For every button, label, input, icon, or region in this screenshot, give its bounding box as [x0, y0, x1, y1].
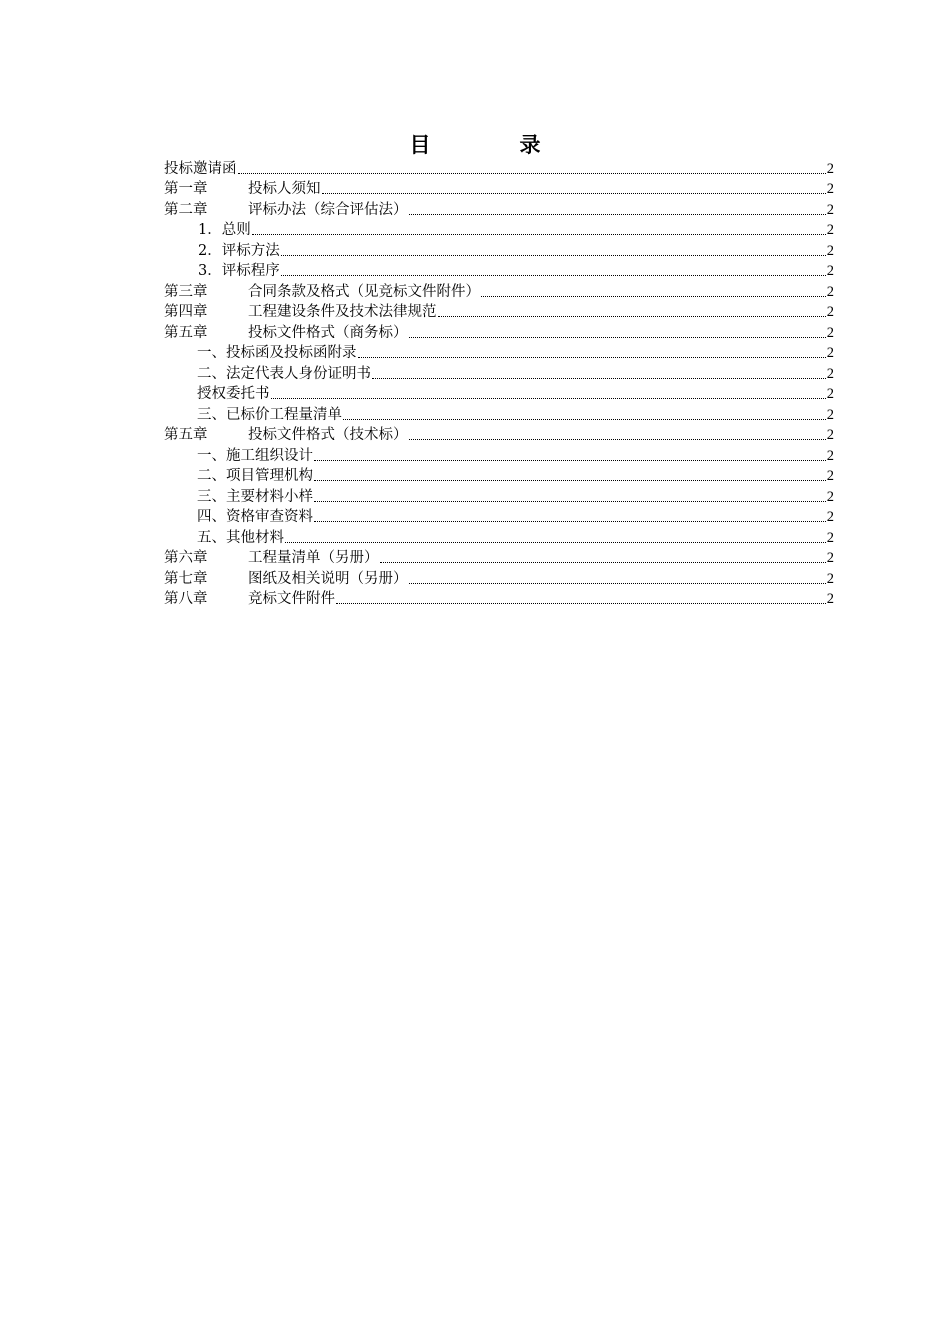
- toc-chapter-number: 第五章: [164, 324, 208, 341]
- dot-leader: [238, 173, 826, 174]
- toc-entry-title: 授权委托书: [197, 386, 270, 402]
- table-of-contents: [164, 158, 834, 609]
- toc-entry-title: 三、主要材料小样: [197, 488, 313, 505]
- toc-entry[interactable]: [164, 527, 834, 548]
- toc-entry[interactable]: [164, 548, 834, 569]
- toc-entry[interactable]: [164, 466, 834, 487]
- dot-leader: [409, 337, 826, 338]
- toc-entry-title: 投标人须知: [248, 181, 321, 197]
- toc-page-number: 2: [826, 529, 834, 546]
- dot-leader: [314, 480, 826, 481]
- toc-entry-title: 五、其他材料: [197, 529, 284, 546]
- toc-entry-title: 投标文件格式（商务标）: [248, 324, 408, 341]
- dot-leader: [314, 501, 826, 502]
- toc-chapter-number: 第三章: [164, 283, 208, 300]
- toc-page-number: 2: [826, 365, 834, 382]
- toc-page-number: 2: [826, 406, 834, 423]
- toc-page-number: 2: [826, 427, 834, 443]
- dot-leader: [409, 439, 826, 440]
- toc-page-number: 2: [826, 201, 834, 218]
- dot-leader: [252, 234, 826, 235]
- toc-entry[interactable]: [164, 322, 834, 343]
- toc-entry[interactable]: [164, 404, 834, 425]
- toc-entry-title: 工程量清单（另册）: [248, 550, 379, 566]
- toc-entry-title: 一、投标函及投标函附录: [197, 345, 357, 361]
- toc-page-number: 2: [826, 386, 834, 402]
- dot-leader: [336, 603, 826, 604]
- dot-leader: [281, 255, 826, 256]
- toc-entry-title: 二、项目管理机构: [197, 468, 313, 484]
- dot-leader: [271, 398, 826, 399]
- dot-leader: [285, 542, 826, 543]
- dot-leader: [409, 214, 826, 215]
- toc-entry[interactable]: [164, 240, 834, 261]
- dot-leader: [380, 562, 826, 563]
- toc-page-number: 2: [826, 263, 834, 279]
- toc-entry[interactable]: [164, 425, 834, 446]
- dot-leader: [343, 419, 826, 420]
- dot-leader: [438, 316, 826, 317]
- toc-entry[interactable]: [164, 445, 834, 466]
- toc-entry[interactable]: [164, 302, 834, 323]
- toc-entry-title: 一、施工组织设计: [197, 447, 313, 464]
- toc-entry-title: 2．评标方法: [198, 242, 280, 259]
- toc-entry[interactable]: [164, 343, 834, 364]
- toc-entry-title: 1．总则: [198, 222, 251, 238]
- dot-leader: [481, 296, 826, 297]
- toc-entry[interactable]: [164, 363, 834, 384]
- toc-entry-title: 四、资格审查资料: [197, 509, 313, 525]
- toc-entry-title: 三、已标价工程量清单: [197, 406, 342, 423]
- toc-entry[interactable]: [164, 220, 834, 241]
- toc-entry[interactable]: [164, 179, 834, 200]
- toc-title: 目 录: [409, 132, 575, 157]
- toc-page-number: 2: [826, 345, 834, 361]
- toc-page-number: 2: [826, 242, 834, 259]
- toc-entry[interactable]: [164, 589, 834, 610]
- toc-entry[interactable]: [164, 486, 834, 507]
- toc-entry-title: 投标文件格式（技术标）: [248, 427, 408, 443]
- dot-leader: [281, 275, 826, 276]
- dot-leader: [322, 193, 826, 194]
- toc-page-number: 2: [826, 468, 834, 484]
- toc-chapter-number: 第四章: [164, 304, 208, 320]
- toc-chapter-number: 第七章: [164, 570, 208, 587]
- toc-page-number: 2: [826, 591, 834, 607]
- toc-entry[interactable]: [164, 384, 834, 405]
- toc-entry-title: 竞标文件附件: [248, 591, 335, 607]
- toc-page-number: 2: [826, 181, 834, 197]
- toc-page-number: 2: [826, 304, 834, 320]
- toc-entry[interactable]: [164, 261, 834, 282]
- toc-entry[interactable]: [164, 158, 834, 179]
- dot-leader: [409, 583, 826, 584]
- toc-page-number: 2: [826, 509, 834, 525]
- toc-page-number: 2: [826, 488, 834, 505]
- toc-entry-title: 二、法定代表人身份证明书: [197, 365, 371, 382]
- toc-entry-title: 图纸及相关说明（另册）: [248, 570, 408, 587]
- dot-leader: [314, 521, 826, 522]
- toc-entry[interactable]: [164, 199, 834, 220]
- toc-chapter-number: 第八章: [164, 591, 208, 607]
- toc-page-number: 2: [826, 222, 834, 238]
- toc-entry-title: 工程建设条件及技术法律规范: [248, 304, 437, 320]
- toc-entry[interactable]: [164, 568, 834, 589]
- dot-leader: [358, 357, 826, 358]
- toc-entry-title: 合同条款及格式（见竞标文件附件）: [248, 283, 480, 300]
- toc-chapter-number: 第五章: [164, 427, 208, 443]
- toc-entry-title: 3．评标程序: [198, 263, 280, 279]
- toc-page-number: 2: [826, 550, 834, 566]
- toc-chapter-number: 第六章: [164, 550, 208, 566]
- toc-page-number: 2: [826, 570, 834, 587]
- toc-page-number: 2: [826, 160, 834, 177]
- dot-leader: [372, 378, 826, 379]
- toc-entry[interactable]: [164, 281, 834, 302]
- toc-chapter-number: 第二章: [164, 201, 208, 218]
- toc-chapter-number: 第一章: [164, 181, 208, 197]
- dot-leader: [314, 460, 826, 461]
- toc-entry-title: 投标邀请函: [164, 160, 237, 177]
- toc-page-number: 2: [826, 283, 834, 300]
- toc-entry[interactable]: [164, 507, 834, 528]
- toc-page-number: 2: [826, 324, 834, 341]
- toc-page-number: 2: [826, 447, 834, 464]
- toc-entry-title: 评标办法（综合评估法）: [248, 201, 408, 218]
